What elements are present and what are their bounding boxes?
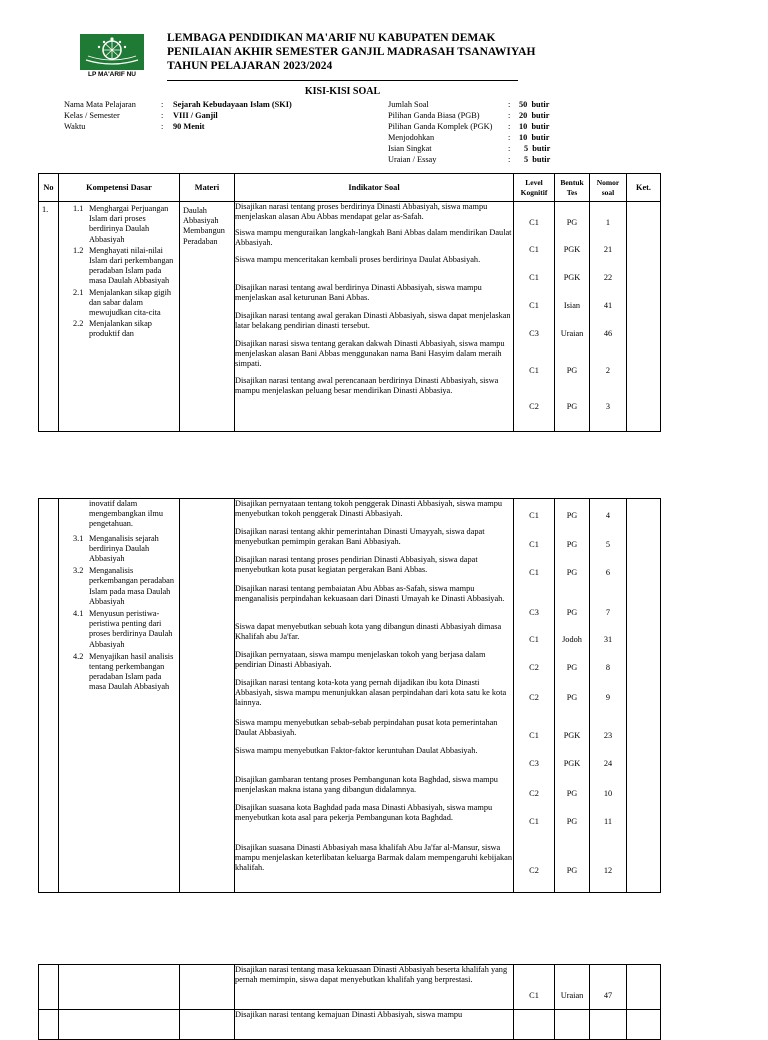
indikator-item: Disajikan pernyataan tentang tokoh penggerak Dinasti Abbasiyah, siswa mampu menyebutkan tokoh penggerak Dinasti Abbasiyah. xyxy=(235,499,503,519)
level-value: C1 xyxy=(529,273,539,282)
kd-item xyxy=(73,319,177,339)
kd-text: inovatif dalam mengembangkan ilmu pengetahuan. xyxy=(89,499,163,529)
info-value: 10 butir xyxy=(519,122,550,131)
level-value: C1 xyxy=(529,218,539,227)
kd-cell xyxy=(59,202,180,432)
kisi-table-page-3 xyxy=(38,964,661,1040)
indikator-item: Disajikan suasana Dinasti Abbasiyah masa khalifah Abu Ja'far al-Mansur, siswa mampu menjelaskan keterlibatan keluarga Barmak dalam mempengaruhi kebijakan khalifah. xyxy=(235,843,512,873)
level-cell xyxy=(514,499,555,893)
info-label: Kelas / Semester xyxy=(64,111,120,120)
col-header-kd: Kompetensi Dasar xyxy=(59,174,180,202)
info-label: Menjodohkan xyxy=(388,133,435,142)
kd-number: 4.1 xyxy=(73,609,84,619)
kd-item xyxy=(73,534,177,565)
info-value: 5 butir xyxy=(524,144,551,153)
bentuk-value: PG xyxy=(566,366,578,375)
bentuk-value: Uraian xyxy=(555,965,590,1010)
col-header-bentuk: Bentuk Tes xyxy=(555,174,590,202)
col-header-ket: Ket. xyxy=(627,174,661,202)
kd-text: Menyusun peristiwa-peristiwa penting dari proses berdirinya Daulah Abbasiyah xyxy=(89,609,173,649)
info-value: 20 butir xyxy=(519,111,550,120)
bentuk-value: PGK xyxy=(563,759,581,768)
info-class: Kelas / Semester : VIII / Ganjil xyxy=(64,111,218,120)
kd-text: Menjalankan sikap produktif dan xyxy=(89,319,152,339)
nomor-value: 21 xyxy=(603,245,613,254)
info-time: Waktu : 90 Menit xyxy=(64,122,205,131)
table-header-row xyxy=(39,174,661,202)
bentuk-value: PG xyxy=(566,511,578,520)
level-value: C3 xyxy=(529,759,539,768)
kd-text: Menganalisis perkembangan peradaban Islam pada masa Daulah Abbasiyah xyxy=(89,566,174,606)
indikator-item: Siswa mampu menyebutkan sebab-sebab perpindahan pusat kota pemerintahan Daulat Abbasiyah. xyxy=(235,718,498,738)
nomor-value: 12 xyxy=(603,866,613,875)
col-header-nomor: Nomor soal xyxy=(590,174,627,202)
bentuk-value: PG xyxy=(566,608,578,617)
indikator-item: Disajikan narasi tentang proses berdirinya Dinasti Abbasiyah, siswa mampu menjelaskan alasan Abu Abbas mendapat gelar as-Safah. xyxy=(235,202,488,222)
nomor-value: 1 xyxy=(605,218,611,227)
nomor-value: 9 xyxy=(605,693,611,702)
nomor-value: 5 xyxy=(605,540,611,549)
kd-item xyxy=(73,204,177,245)
bentuk-value: PG xyxy=(566,693,578,702)
kd-cell xyxy=(59,965,180,1010)
kd-text: Menghayati nilai-nilai Islam dari perkembangan peradaban Islam pada masa Daulah Abbasiyah xyxy=(89,245,174,286)
kd-item xyxy=(73,499,177,530)
bentuk-value: PG xyxy=(566,866,578,875)
institution-title: LEMBAGA PENDIDIKAN MA'ARIF NU KABUPATEN DEMAK xyxy=(167,32,496,44)
indikator-item: Disajikan narasi tentang awal perencanaan berdirinya Dinasti Abbasiyah, siswa mampu menjelaskan peluang besar mendirikan Dinasti Abbasiya. xyxy=(235,376,499,396)
info-value: 50 butir xyxy=(519,100,550,109)
info-label: Pilihan Ganda Komplek (PGK) xyxy=(388,122,493,131)
nomor-value: 31 xyxy=(603,635,613,644)
kd-number: 2.2 xyxy=(73,319,84,329)
materi-cell: Daulah Abbasiyah Membangun Peradaban xyxy=(180,202,235,432)
bentuk-value: PG xyxy=(566,402,578,411)
info-label: Isian Singkat xyxy=(388,144,432,153)
document-title: KISI-KISI SOAL xyxy=(304,86,381,97)
nomor-value: 2 xyxy=(605,366,611,375)
kd-item xyxy=(73,566,177,607)
table-row xyxy=(39,965,661,1010)
materi-cell xyxy=(180,965,235,1010)
indikator-item: Disajikan suasana kota Baghdad pada masa Dinasti Abbasiyah, siswa mampu menyebutkan kota asal para pekerja Pembangunan kota Baghdad. xyxy=(235,803,493,823)
bentuk-value: Jodoh xyxy=(562,635,582,644)
header-divider xyxy=(167,80,518,81)
info-value: VIII / Ganjil xyxy=(173,111,218,120)
kd-number: 3.2 xyxy=(73,566,84,576)
nomor-value xyxy=(590,1010,627,1040)
indikator-item: Disajikan narasi siswa tentang gerakan dakwah Dinasti Abbasiyah, siswa mampu menjelaskan alasan Bani Abbas menggunakan nama Bani Hasyim dalam meraih simpati. xyxy=(235,339,505,369)
indikator-cell xyxy=(235,202,514,432)
indikator-item: Disajikan pernyataan, siswa mampu menjelaskan tokoh yang berjasa dalam pendirian Dinasti Abbasiyah. xyxy=(235,650,486,670)
kd-number: 1.2 xyxy=(73,245,84,255)
nomor-value: 11 xyxy=(604,817,612,826)
indikator-item: Disajikan narasi tentang akhir pemerintahan Dinasti Umayyah, siswa dapat menyebutkan pemimpin gerakan Bani Abbasiyah. xyxy=(235,527,485,547)
info-label: Uraian / Essay xyxy=(388,155,437,164)
level-value: C1 xyxy=(514,965,555,1010)
info-value: 90 Menit xyxy=(173,122,205,131)
nomor-cell xyxy=(590,202,627,432)
nomor-value: 10 xyxy=(603,789,613,798)
level-value: C1 xyxy=(529,245,539,254)
row-number xyxy=(39,499,59,893)
nomor-cell xyxy=(590,499,627,893)
indikator-item: Siswa mampu menceritakan kembali proses berdirinya Daulat Abbasiyah. xyxy=(235,255,481,264)
level-value: C1 xyxy=(529,731,539,740)
table-row xyxy=(39,1010,661,1040)
level-cell xyxy=(514,202,555,432)
nomor-value: 3 xyxy=(605,402,611,411)
table-row xyxy=(39,202,661,432)
info-value: 10 butir xyxy=(519,133,550,142)
indikator-item: Disajikan narasi tentang kota-kota yang pernah dijadikan ibu kota Dinasti Abbasiyah, siswa mampu menunjukkan alasan perpindahan dari kota satu ke kota lainnya. xyxy=(235,678,507,708)
level-value: C1 xyxy=(529,568,539,577)
kisi-table-page-1 xyxy=(38,173,661,432)
info-value: 5 butir xyxy=(524,155,551,164)
row-number xyxy=(39,965,59,1010)
col-header-level: Level Kognitif xyxy=(514,174,555,202)
col-header-no: No xyxy=(39,174,59,202)
level-value xyxy=(514,1010,555,1040)
kd-number xyxy=(73,499,89,530)
col-header-indikator: Indikator Soal xyxy=(235,174,514,202)
level-value: C2 xyxy=(529,789,539,798)
nomor-value: 6 xyxy=(605,568,611,577)
indikator-item: Disajikan narasi tentang awal gerakan Dinasti Abbasiyah, siswa dapat menjelaskan latar belakang pendirian dinasti tersebut. xyxy=(235,311,511,331)
bentuk-cell xyxy=(555,499,590,893)
row-number: 1. xyxy=(39,202,59,432)
info-label: Waktu xyxy=(64,122,86,131)
materi-cell xyxy=(180,1010,235,1040)
nomor-value: 41 xyxy=(603,301,613,310)
kisi-table-page-2 xyxy=(38,498,661,893)
indikator-item: Disajikan narasi tentang pembaiatan Abu Abbas as-Safah, siswa mampu menganalisis perpindahan kekuasaan dari Dinasti Umayah ke Dinasti Abbasiyah. xyxy=(235,584,505,604)
ket-cell xyxy=(627,202,661,432)
level-value: C1 xyxy=(529,635,539,644)
info-right xyxy=(388,99,550,165)
indikator-item: Siswa mampu menguraikan langkah-langkah Bani Abbas dalam mendirikan Daulat Abbasiyah. xyxy=(235,228,512,248)
bentuk-value: PG xyxy=(566,817,578,826)
kd-text: Menjalankan sikap gigih dan sabar dalam mewujudkan cita-cita xyxy=(89,287,172,318)
indikator-item: Siswa mampu menyebutkan Faktor-faktor keruntuhan Daulat Abbasiyah. xyxy=(235,746,478,755)
nomor-value: 47 xyxy=(590,965,627,1010)
info-label: Jumlah Soal xyxy=(388,100,429,109)
level-value: C2 xyxy=(529,663,539,672)
info-uraian: Uraian / Essay : 5 butir xyxy=(388,155,551,164)
info-left xyxy=(64,99,292,132)
info-jodoh: Menjodohkan : 10 butir xyxy=(388,133,550,142)
indikator-item: Disajikan narasi tentang awal berdirinya Dinasti Abbasiyah, siswa mampu menjelaskan asal keturunan Bani Abbas. xyxy=(235,283,482,303)
bentuk-value: PGK xyxy=(563,731,581,740)
academic-year: TAHUN PELAJARAN 2023/2024 xyxy=(167,60,333,72)
level-value: C3 xyxy=(529,608,539,617)
level-value: C1 xyxy=(529,366,539,375)
indikator-item: Disajikan gambaran tentang proses Pembangunan kota Baghdad, siswa mampu menjelaskan makna istana yang dibangun didalamnya. xyxy=(235,775,498,795)
info-pgb: Pilihan Ganda Biasa (PGB) : 20 butir xyxy=(388,111,550,120)
kd-item xyxy=(73,246,177,287)
indikator-cell xyxy=(235,499,514,893)
level-value: C1 xyxy=(529,511,539,520)
info-isian: Isian Singkat : 5 butir xyxy=(388,144,551,153)
bentuk-cell xyxy=(555,202,590,432)
kd-number: 2.1 xyxy=(73,287,84,297)
bentuk-value xyxy=(555,1010,590,1040)
bentuk-value: PG xyxy=(566,789,578,798)
kd-number: 4.2 xyxy=(73,651,84,661)
nomor-value: 46 xyxy=(603,329,613,338)
materi-cell xyxy=(180,499,235,893)
info-label: Pilihan Ganda Biasa (PGB) xyxy=(388,111,480,120)
kd-cell xyxy=(59,499,180,893)
nomor-value: 8 xyxy=(605,663,611,672)
bentuk-value: PGK xyxy=(563,273,581,282)
bentuk-value: PG xyxy=(566,218,578,227)
kd-number: 1.1 xyxy=(73,204,84,213)
bentuk-value: Isian xyxy=(563,301,581,310)
bentuk-value: PG xyxy=(566,663,578,672)
kd-item xyxy=(73,652,177,693)
nomor-value: 7 xyxy=(605,608,611,617)
info-value: Sejarah Kebudayaan Islam (SKI) xyxy=(173,100,292,109)
level-value: C1 xyxy=(529,540,539,549)
kd-item xyxy=(73,609,177,650)
info-label: Nama Mata Pelajaran xyxy=(64,100,136,109)
table-row xyxy=(39,499,661,893)
kd-text: Menghargai Perjuangan Islam dari proses berdirinya Daulah Abbasiyah xyxy=(89,204,169,244)
indikator-item: Disajikan narasi tentang proses pendirian Dinasti Abbasiyah, siswa dapat menyebutkan kota pusat kegiatan pergerakan Bani Abbas. xyxy=(235,555,478,575)
level-value: C2 xyxy=(529,693,539,702)
kd-number: 3.1 xyxy=(73,533,84,543)
kd-item xyxy=(73,288,177,319)
col-header-materi: Materi xyxy=(180,174,235,202)
row-number xyxy=(39,1010,59,1040)
nomor-value: 23 xyxy=(603,731,613,740)
info-total: Jumlah Soal : 50 butir xyxy=(388,100,550,109)
bentuk-value: PG xyxy=(566,540,578,549)
bentuk-value: Uraian xyxy=(560,329,584,338)
indikator-item: Siswa dapat menyebutkan sebuah kota yang dibangun dinasti Abbasiyah dimasa Khalifah abu Ja'far. xyxy=(235,622,502,642)
ket-cell xyxy=(627,1010,661,1040)
indikator-item: Disajikan narasi tentang kemajuan Dinasti Abbasiyah, siswa mampu xyxy=(235,1010,514,1040)
bentuk-value: PG xyxy=(566,568,578,577)
nomor-value: 4 xyxy=(605,511,611,520)
nomor-value: 22 xyxy=(603,273,613,282)
kd-text: Menyajikan hasil analisis tentang perkembangan peradaban Islam pada masa Daulah Abbasiyah xyxy=(89,651,174,692)
level-value: C2 xyxy=(529,866,539,875)
assessment-title: PENILAIAN AKHIR SEMESTER GANJIL MADRASAH TSANAWIYAH xyxy=(167,46,536,58)
bentuk-value: PGK xyxy=(563,245,581,254)
level-value: C3 xyxy=(529,329,539,338)
ket-cell xyxy=(627,965,661,1010)
info-subject: Nama Mata Pelajaran : Sejarah Kebudayaan Islam (SKI) xyxy=(64,100,292,109)
level-value: C2 xyxy=(529,402,539,411)
logo-caption: LP MA'ARIF NU xyxy=(87,71,136,78)
nomor-value: 24 xyxy=(603,759,613,768)
level-value: C1 xyxy=(529,817,539,826)
kd-cell xyxy=(59,1010,180,1040)
indikator-item: Disajikan narasi tentang masa kekuasaan Dinasti Abbasiyah beserta khalifah yang pernah memimpin, siswa dapat menyebutkan khalifah yang berprestasi. xyxy=(235,965,514,1010)
kd-text: Menganalisis sejarah berdirinya Daulah Abbasiyah xyxy=(89,533,159,564)
level-value: C1 xyxy=(529,301,539,310)
info-pgk: Pilihan Ganda Komplek (PGK) : 10 butir xyxy=(388,122,550,131)
ket-cell xyxy=(627,499,661,893)
